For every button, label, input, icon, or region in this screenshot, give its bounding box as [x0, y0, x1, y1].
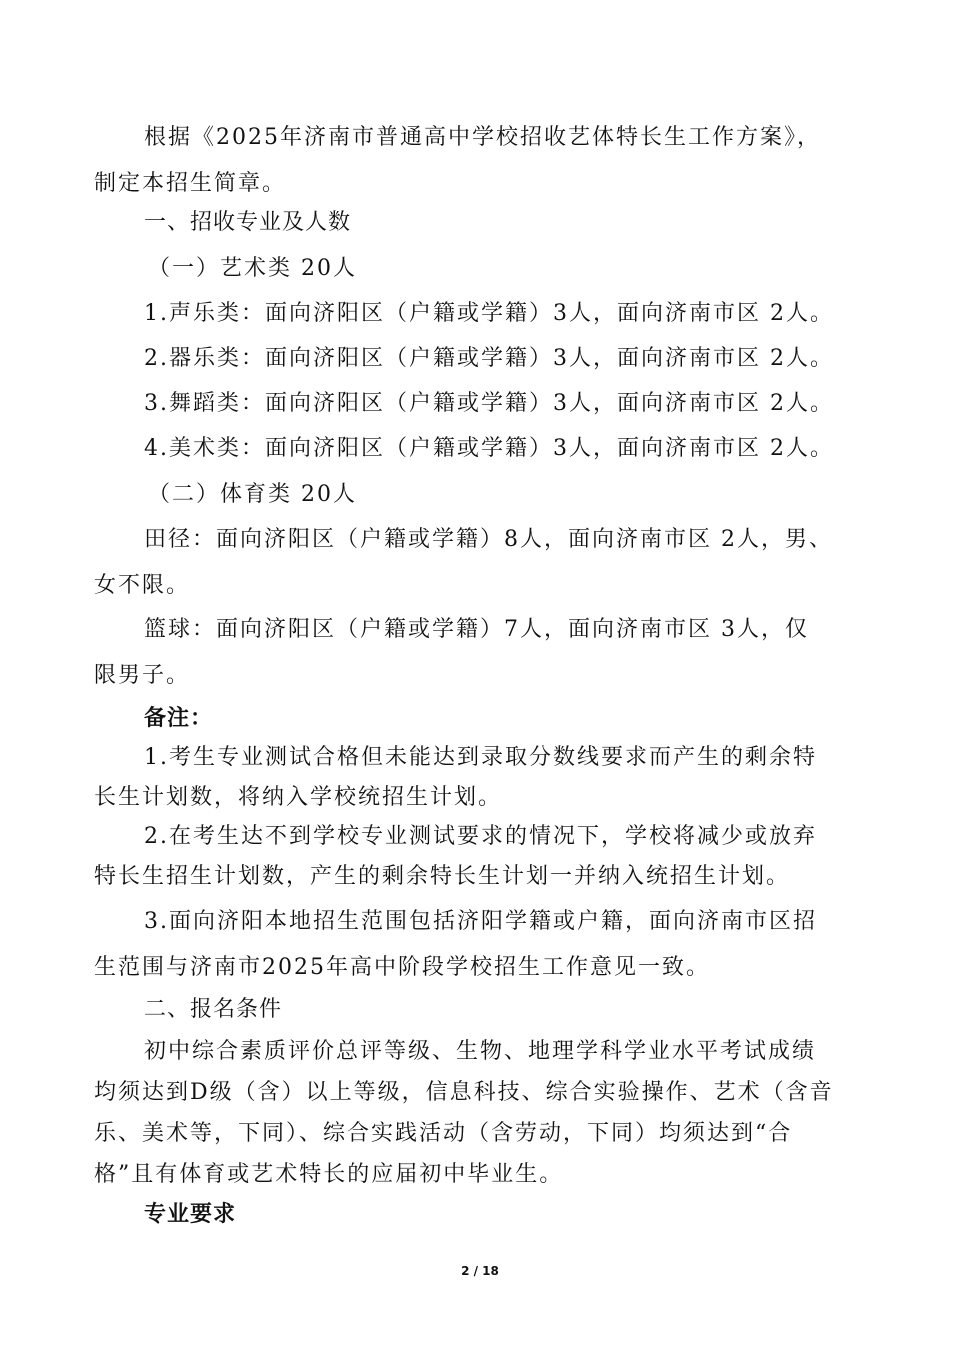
basketball-line-2: 限男子。 — [94, 663, 191, 688]
intro-line-1: 根据《2025年济南市普通高中学校招收艺体特长生工作方案》， — [144, 125, 821, 150]
eligibility-line-2: 均须达到D级（含）以上等级，信息科技、综合实验操作、艺术（含音 — [94, 1080, 834, 1105]
note-3-line-1: 3.面向济阳本地招生范围包括济阳学籍或户籍，面向济南市区招 — [144, 909, 817, 934]
art-item-vocal: 1.声乐类：面向济阳区（户籍或学籍）3人，面向济南市区 2人。 — [144, 301, 834, 326]
note-2-line-1: 2.在考生达不到学校专业测试要求的情况下，学校将减少或放弃 — [144, 824, 817, 849]
track-line-1: 田径：面向济阳区（户籍或学籍）8人，面向济南市区 2人，男、 — [144, 527, 833, 552]
section-2-heading: 二、报名条件 — [144, 997, 283, 1022]
section-3-heading: 专业要求 — [144, 1202, 237, 1227]
art-item-fine-arts: 4.美术类：面向济阳区（户籍或学籍）3人，面向济南市区 2人。 — [144, 436, 834, 461]
eligibility-line-4: 格”且有体育或艺术特长的应届初中毕业生。 — [94, 1162, 564, 1187]
art-item-instrumental: 2.器乐类：面向济阳区（户籍或学籍）3人，面向济南市区 2人。 — [144, 346, 834, 371]
page-number: 2 / 18 — [461, 1264, 499, 1278]
eligibility-line-1: 初中综合素质评价总评等级、生物、地理学科学业水平考试成绩 — [144, 1039, 817, 1064]
art-category-heading: （一）艺术类 20人 — [148, 256, 357, 281]
note-2-line-2: 特长生招生计划数，产生的剩余特长生计划一并纳入统招生计划。 — [94, 864, 791, 889]
note-3-line-2: 生范围与济南市2025年高中阶段学校招生工作意见一致。 — [94, 955, 710, 980]
eligibility-line-3: 乐、美术等，下同）、综合实践活动（含劳动，下同）均须达到“合 — [94, 1121, 793, 1146]
intro-line-2: 制定本招生简章。 — [94, 171, 287, 196]
section-1-heading: 一、招收专业及人数 — [144, 210, 352, 235]
basketball-line-1: 篮球：面向济阳区（户籍或学籍）7人，面向济南市区 3人，仅 — [144, 617, 809, 642]
note-1-line-2: 长生计划数，将纳入学校统招生计划。 — [94, 785, 503, 810]
sports-category-heading: （二）体育类 20人 — [148, 482, 357, 507]
art-item-dance: 3.舞蹈类：面向济阳区（户籍或学籍）3人，面向济南市区 2人。 — [144, 391, 834, 416]
track-line-2: 女不限。 — [94, 573, 191, 598]
note-1-line-1: 1.考生专业测试合格但未能达到录取分数线要求而产生的剩余特 — [144, 745, 817, 770]
notes-heading: 备注： — [144, 706, 214, 731]
